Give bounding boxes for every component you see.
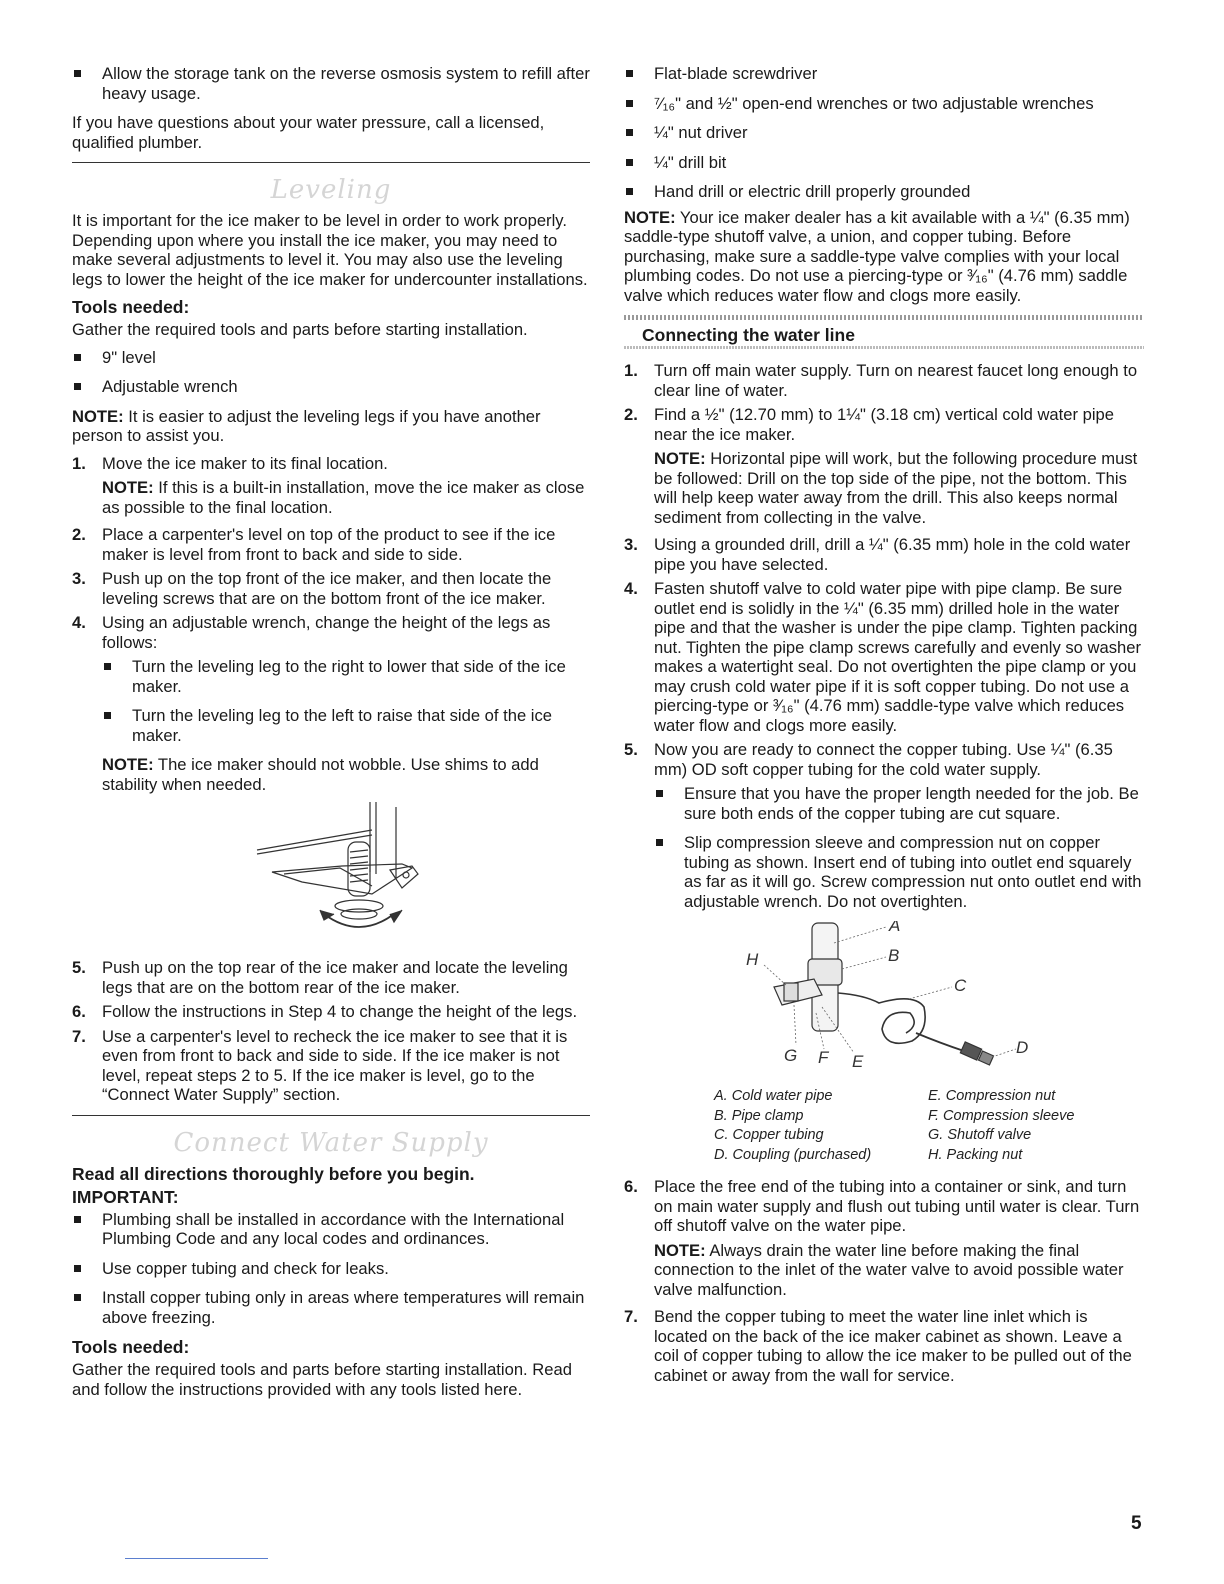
step-text: Use a carpenter's level to recheck the ice maker to see that it is even from front to back and side to side. If the ice maker is not level, repeat steps 2 to 5. If the ice maker is level, go to the “Connect Water Supply” section.: [102, 1026, 568, 1104]
leveling-intro: It is important for the ice maker to be level in order to work properly. Depending upon where you install the ice maker, you may need to make several adjustments to level it. You may also use the leveling legs to lower the height of the ice maker for undercounter installations.: [72, 211, 588, 289]
note-text: It is easier to adjust the leveling legs if you have another person to assist you.: [72, 406, 541, 445]
right-column: [624, 64, 1144, 1390]
step-number: 2.: [72, 525, 86, 544]
step-number: 3.: [624, 535, 638, 554]
list-item: Install copper tubing only in areas where temperatures will remain above freezing.: [72, 1288, 590, 1327]
step: [624, 740, 1144, 779]
step-number: 1.: [624, 361, 638, 380]
note-label: NOTE:: [72, 406, 124, 426]
step: [72, 613, 590, 652]
tool-item: Flat-blade screwdriver: [624, 64, 1144, 84]
step: [624, 405, 1144, 444]
step: [624, 535, 1144, 574]
water-connection-diagram: [624, 921, 1144, 1081]
footer-line: [125, 1558, 268, 1559]
step-text: Follow the instructions in Step 4 to change the height of the legs.: [102, 1002, 578, 1021]
tools-heading: Tools needed:: [72, 1337, 190, 1357]
tool-item: ⁷⁄₁₆" and ½" open-end wrenches or two adjustable wrenches: [624, 94, 1144, 114]
note-text: The ice maker should not wobble. Use shims to add stability when needed.: [102, 755, 539, 794]
step-number: 4.: [624, 579, 638, 598]
leveling-leg-illustration: [72, 802, 590, 952]
step-number: 1.: [72, 453, 86, 473]
label-a: A: [889, 921, 901, 935]
step-text: Find a ½" (12.70 mm) to 1¼" (3.18 cm) vertical cold water pipe near the ice maker.: [654, 405, 1114, 444]
step: [72, 525, 590, 564]
step: [624, 579, 1144, 735]
step: [72, 569, 590, 608]
note-text: Horizontal pipe will work, but the following procedure must be followed: Drill on the top side of the pipe, not the bottom. This will help keep water away from the drill. This also keeps normal sediment from collecting in the valve.: [654, 449, 1138, 527]
step-text: Place the free end of the tubing into a container or sink, and turn on main water supply and flush out tubing until water is clear. Turn off shutoff valve on the water pipe.: [654, 1177, 1140, 1235]
step-text: Push up on the top front of the ice maker, and then locate the leveling screws that are on the bottom front of the ice maker.: [102, 569, 552, 608]
note-label: NOTE:: [102, 478, 154, 497]
step: [72, 1002, 590, 1022]
step-note: [654, 449, 1144, 527]
tool-item: Hand drill or electric drill properly grounded: [624, 182, 1144, 202]
label-g: G: [784, 1046, 798, 1065]
step-text: Bend the copper tubing to meet the water line inlet which is located on the back of the ice maker cabinet as shown. Leave a coil of copper tubing to allow the ice maker to be pulled out of the cabinet or away from the wall for service.: [654, 1307, 1132, 1385]
step-number: 5.: [624, 740, 638, 759]
list-item: Plumbing shall be installed in accordance with the International Plumbing Code and any local codes and ordinances.: [72, 1210, 590, 1249]
pressure-note: If you have questions about your water pressure, call a licensed, qualified plumber.: [72, 113, 545, 152]
step: [624, 361, 1144, 400]
step-number: 6.: [624, 1177, 638, 1196]
section-title-connect-water-supply: Connect Water Supply: [173, 1127, 489, 1158]
figure-legend: [714, 1087, 1144, 1165]
step-number: 7.: [72, 1026, 86, 1046]
tools-intro: Gather the required tools and parts before starting installation.: [72, 320, 528, 339]
label-c: C: [954, 976, 967, 995]
step-number: 6.: [72, 1002, 86, 1021]
legend-item: H. Packing nut: [928, 1146, 1023, 1163]
legend-item: E. Compression nut: [928, 1088, 1056, 1104]
label-h: H: [746, 950, 759, 969]
note-text: Your ice maker dealer has a kit available with a ¼" (6.35 mm) saddle-type shutoff valve, a union, and copper tubing. Before purchasing, make sure a saddle-type valve complies with your local plumbing codes. Do not use a piercing-type or ³⁄₁₆" (4.76 mm) saddle valve which reduces water flow and clogs more easily.: [624, 207, 1130, 305]
label-d: D: [1016, 1038, 1029, 1057]
tools-intro: Gather the required tools and parts before starting installation. Read and follow the instructions provided with any tools listed here.: [72, 1360, 572, 1399]
connecting-water-line-heading: Connecting the water line: [642, 325, 855, 345]
step: [624, 1177, 1144, 1236]
list-item: Use copper tubing and check for leaks.: [72, 1259, 590, 1279]
label-e: E: [852, 1052, 864, 1071]
legend-item: D. Coupling (purchased): [714, 1146, 872, 1163]
step-text: Fasten shutoff valve to cold water pipe with pipe clamp. Be sure outlet end is solidly in the ¼" (6.35 mm) drilled hole in the water pipe and that the washer is under the pipe clamp. Tighten packing nut. Tighten the pipe clamp screws carefully and evenly so washer makes a watertight seal. Do not overtighten the pipe clamp or you may crush cold water pipe if it is soft copper tubing. Do not use a piercing-type or ³⁄₁₆" (4.76 mm) saddle-type valve which reduces water flow and clogs more easily.: [654, 579, 1142, 735]
divider: [72, 1115, 590, 1116]
legend-item: G. Shutoff valve: [928, 1127, 1032, 1143]
sub-bullet: Ensure that you have the proper length needed for the job. Be sure both ends of the copper tubing are cut square.: [654, 784, 1144, 823]
note-label: NOTE:: [624, 207, 676, 227]
step-number: 2.: [624, 405, 638, 424]
step-text: Move the ice maker to its final location.: [102, 453, 388, 473]
step: [72, 958, 590, 997]
step-number: 4.: [72, 613, 86, 632]
tool-item: Adjustable wrench: [72, 377, 590, 397]
list-item: Allow the storage tank on the reverse osmosis system to refill after heavy usage.: [72, 64, 590, 103]
divider: [72, 162, 590, 163]
kit-note: [624, 208, 1144, 306]
section-title-leveling: Leveling: [270, 175, 392, 205]
label-f: F: [818, 1048, 829, 1067]
leveling-note: [72, 407, 590, 446]
legend-item: A. Cold water pipe: [714, 1088, 833, 1104]
sub-bullet: Turn the leveling leg to the right to lower that side of the ice maker.: [102, 657, 590, 696]
legend-item: B. Pipe clamp: [714, 1107, 804, 1124]
tools-heading: Tools needed:: [72, 297, 190, 317]
note-label: NOTE:: [654, 449, 706, 468]
note-label: NOTE:: [102, 755, 154, 774]
legend-column-right: [928, 1087, 1142, 1165]
step-text: Using a grounded drill, drill a ¼" (6.35 mm) hole in the cold water pipe you have selected.: [654, 535, 1131, 574]
left-column: [72, 64, 590, 1407]
step-note: [102, 478, 590, 517]
note-text: Always drain the water line before making the final connection to the inlet of the water valve to avoid possible water valve malfunction.: [654, 1240, 1124, 1299]
sub-bullet: Turn the leveling leg to the left to raise that side of the ice maker.: [102, 706, 590, 745]
step-number: 3.: [72, 569, 86, 588]
label-b: B: [888, 946, 900, 965]
step: [72, 454, 590, 474]
tool-item: 9" level: [72, 348, 590, 368]
legend-item: F. Compression sleeve: [928, 1107, 1075, 1124]
sub-bullet: Slip compression sleeve and compression nut on copper tubing as shown. Insert end of tubing into outlet end squarely as far as it will go. Screw compression nut onto outlet end with adjustable wrench. Do not overtighten.: [654, 833, 1144, 911]
note-text: If this is a built-in installation, move the ice maker as close as possible to the final location.: [102, 478, 585, 517]
page-number: 5: [1131, 1513, 1142, 1534]
step-text: Push up on the top rear of the ice maker and locate the leveling legs that are on the bottom rear of the ice maker.: [102, 958, 568, 997]
step-text: Place a carpenter's level on top of the product to see if the ice maker is level from front to back and side to side.: [102, 525, 556, 564]
tool-item: ¼" nut driver: [624, 123, 1144, 143]
tool-item: ¼" drill bit: [624, 153, 1144, 173]
important-heading: IMPORTANT:: [72, 1186, 179, 1207]
step-text: Turn off main water supply. Turn on nearest faucet long enough to clear line of water.: [654, 361, 1138, 400]
step-note: [654, 1241, 1144, 1300]
step: [72, 1027, 590, 1105]
step-text: Using an adjustable wrench, change the height of the legs as follows:: [102, 613, 551, 652]
legend-item: C. Copper tubing: [714, 1127, 824, 1143]
section-band-bottom: [624, 346, 1144, 349]
step-number: 7.: [624, 1307, 638, 1326]
step-number: 5.: [72, 958, 86, 977]
section-band-top: [624, 315, 1144, 320]
read-all-heading: Read all directions thoroughly before you begin.: [72, 1163, 475, 1184]
note-label: NOTE:: [654, 1240, 706, 1260]
step: [624, 1307, 1144, 1385]
step-note: [102, 755, 590, 794]
legend-column-left: [714, 1087, 928, 1165]
step-text: Now you are ready to connect the copper tubing. Use ¼" (6.35 mm) OD soft copper tubing for the cold water supply.: [654, 740, 1113, 779]
